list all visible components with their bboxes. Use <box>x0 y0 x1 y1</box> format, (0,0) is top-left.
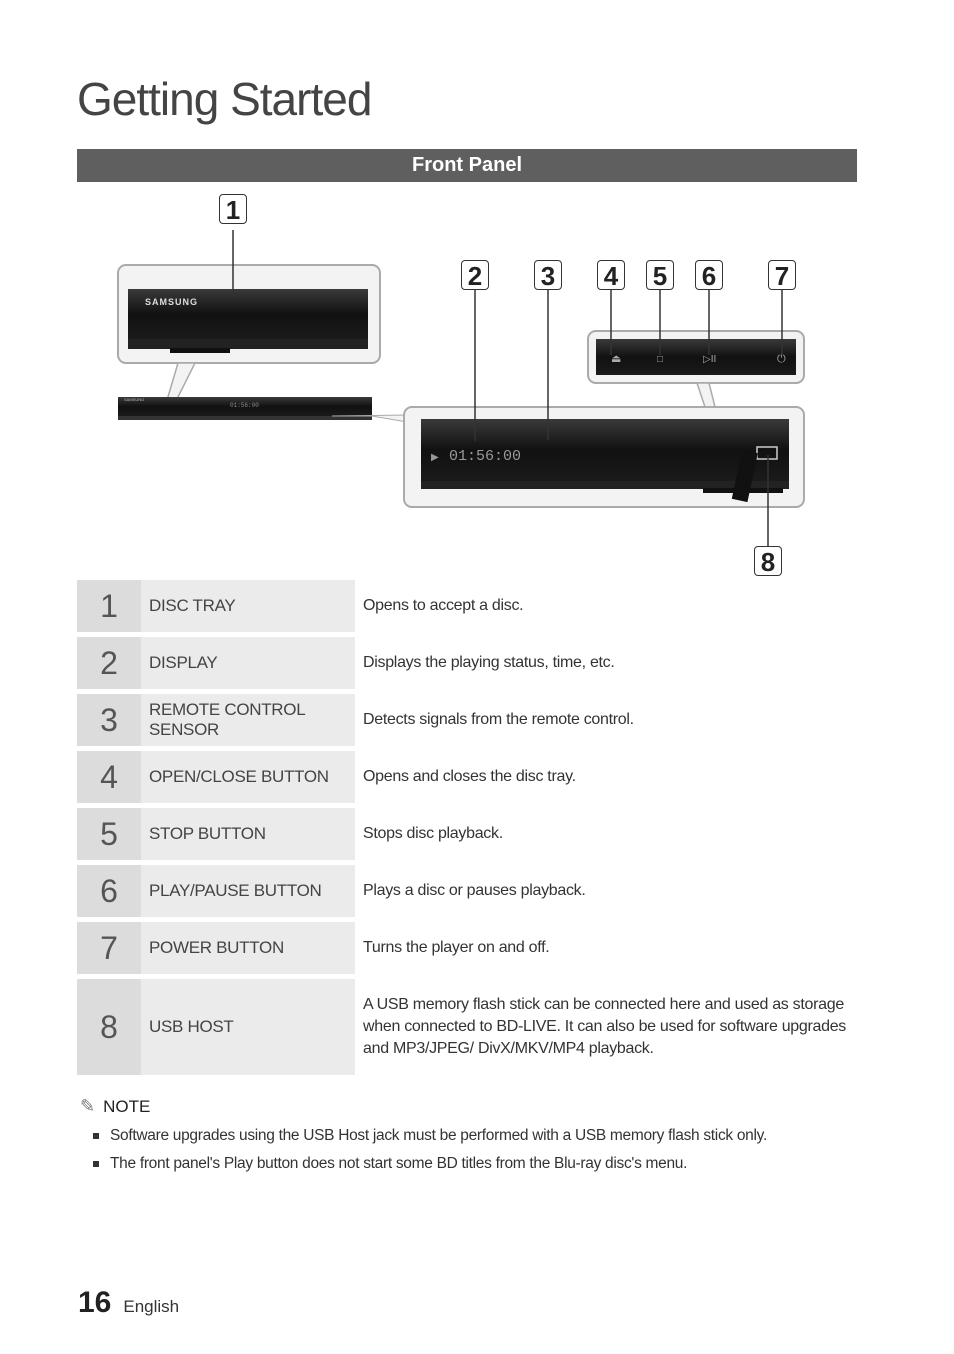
callout-2: 2 <box>461 260 489 290</box>
callout-3: 3 <box>534 260 562 290</box>
button-panel <box>596 339 796 375</box>
play-pause-icon: ▷II <box>703 354 717 365</box>
part-name: DISPLAY <box>141 637 355 689</box>
part-number: 1 <box>77 580 141 632</box>
language-label: English <box>123 1297 180 1316</box>
part-number: 3 <box>77 694 141 746</box>
part-description: Opens to accept a disc. <box>363 597 524 614</box>
part-number: 2 <box>77 637 141 689</box>
part-name: OPEN/CLOSE BUTTON <box>141 751 355 803</box>
list-item: Software upgrades using the USB Host jack must be performed with a USB memory flash stick only. <box>110 1127 860 1145</box>
note-heading: NOTE <box>103 1096 151 1116</box>
table-row <box>77 922 857 974</box>
callout-7: 7 <box>768 260 796 290</box>
page-footer <box>78 1286 179 1320</box>
page-number: 16 <box>78 1286 112 1319</box>
table-row <box>77 808 857 860</box>
table-row <box>77 751 857 803</box>
table-row <box>77 637 857 689</box>
callout-8: 8 <box>754 546 782 576</box>
parts-table <box>77 575 857 1080</box>
note-section <box>80 1096 860 1183</box>
part-number: 5 <box>77 808 141 860</box>
svg-text:01:56:00: 01:56:00 <box>230 402 259 409</box>
part-number: 8 <box>77 979 141 1075</box>
part-name: PLAY/PAUSE BUTTON <box>141 865 355 917</box>
part-description: Plays a disc or pauses playback. <box>363 882 586 899</box>
callout-4: 4 <box>597 260 625 290</box>
part-number: 6 <box>77 865 141 917</box>
table-row <box>77 694 857 746</box>
part-name: POWER BUTTON <box>141 922 355 974</box>
svg-text:SAMSUNG: SAMSUNG <box>124 397 145 402</box>
part-description: Turns the player on and off. <box>363 939 550 956</box>
eject-icon: ⏏ <box>611 353 622 365</box>
part-name: USB HOST <box>141 979 355 1075</box>
note-list <box>80 1127 860 1173</box>
power-icon: ⏻ <box>777 353 786 365</box>
pencil-icon: ✎ <box>80 1096 96 1116</box>
part-number: 4 <box>77 751 141 803</box>
part-number: 7 <box>77 922 141 974</box>
callout-5: 5 <box>646 260 674 290</box>
part-description: Displays the playing status, time, etc. <box>363 654 615 671</box>
part-name: DISC TRAY <box>141 580 355 632</box>
page-title: Getting Started <box>77 73 372 125</box>
front-panel-illustration <box>77 185 857 580</box>
list-item: The front panel's Play button does not start some BD titles from the Blu-ray disc's menu. <box>110 1155 860 1173</box>
section-header-front-panel: Front Panel <box>77 149 857 182</box>
time-display: 01:56:00 <box>449 448 522 465</box>
stop-icon: □ <box>657 354 664 365</box>
part-name: REMOTE CONTROL SENSOR <box>141 694 355 746</box>
table-row <box>77 865 857 917</box>
part-name: STOP BUTTON <box>141 808 355 860</box>
part-description: Stops disc playback. <box>363 825 503 842</box>
callout-1: 1 <box>219 194 247 224</box>
part-description: Opens and closes the disc tray. <box>363 768 576 785</box>
callout-6: 6 <box>695 260 723 290</box>
table-row <box>77 979 857 1075</box>
brand-logo: SAMSUNG <box>145 297 199 307</box>
table-row <box>77 580 857 632</box>
front-panel-diagram <box>77 185 857 580</box>
part-description: A USB memory flash stick can be connected here and used as storage when connected to BD-LIVE. It can also be used for software upgrades and MP3/JPEG/ DivX/MKV/MP4 playback. <box>363 996 847 1057</box>
svg-text:▶: ▶ <box>431 452 439 463</box>
part-description: Detects signals from the remote control. <box>363 711 634 728</box>
